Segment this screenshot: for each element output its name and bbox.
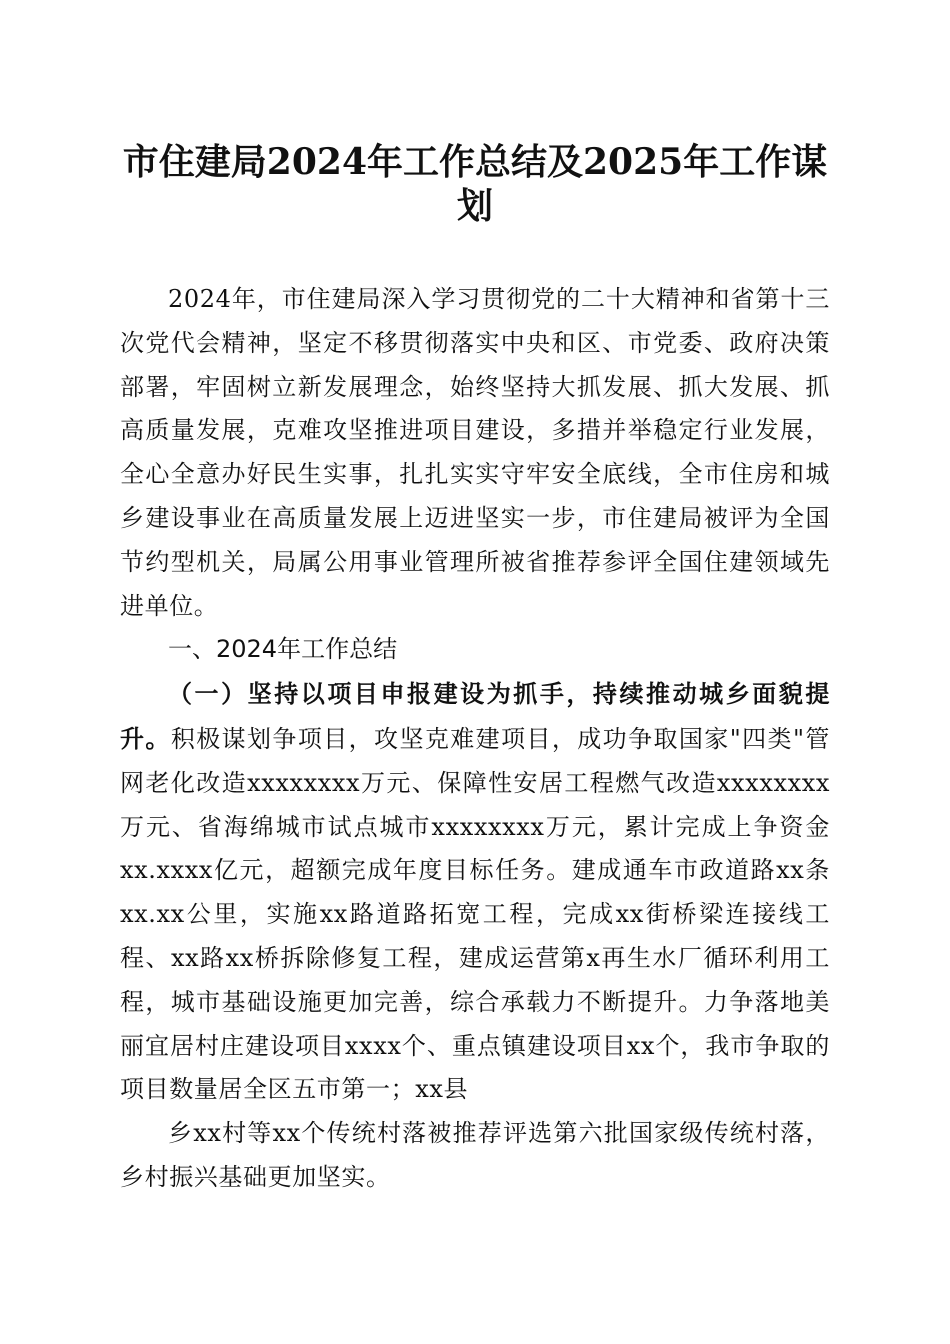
document-body	[120, 278, 830, 1200]
subsection-body: 积极谋划争项目，攻坚克难建项目，成功争取国家"四类"管网老化改造xxxxxxxx万元、保障性安居工程燃气改造xxxxxxxx万元、省海绵城市试点城市xxxxxxxx万元，累计完成上争资金xx.xxxx亿元，超额完成年度目标任务。建成通车市政道路xx条xx.xx公里，实施xx路道路拓宽工程，完成xx街桥梁连接线工程、xx路xx桥拆除修复工程，建成运营第x再生水厂循环利用工程，城市基础设施更加完善，综合承载力不断提升。力争落地美丽宜居村庄建设项目xxxx个、重点镇建设项目xx个，我市争取的项目数量居全区五市第一；xx县	[120, 724, 830, 1104]
document-title: 市住建局2024年工作总结及2025年工作谋划	[122, 141, 828, 227]
intro-paragraph: 2024年，市住建局深入学习贯彻党的二十大精神和省第十三次党代会精神，坚定不移贯彻落实中央和区、市党委、政府决策部署，牢固树立新发展理念，始终坚持大抓发展、抓大发展、抓高质量发展，克难攻坚推进项目建设，多措并举稳定行业发展，全心全意办好民生实事，扎扎实实守牢安全底线，全市住房和城乡建设事业在高质量发展上迈进坚实一步，市住建局被评为全国节约型机关，局属公用事业管理所被省推荐参评全国住建领域先进单位。	[120, 285, 830, 620]
subsection-paragraph-projects	[120, 672, 830, 1112]
subsection-lead: （一）坚持以项目申报建设为抓手，持续推动城乡面貌提升。	[120, 679, 830, 753]
section-heading-2024-summary: 一、2024年工作总结	[168, 635, 398, 664]
continuation-paragraph: 乡xx村等xx个传统村落被推荐评选第六批国家级传统村落，乡村振兴基础更加坚实。	[120, 1119, 830, 1191]
